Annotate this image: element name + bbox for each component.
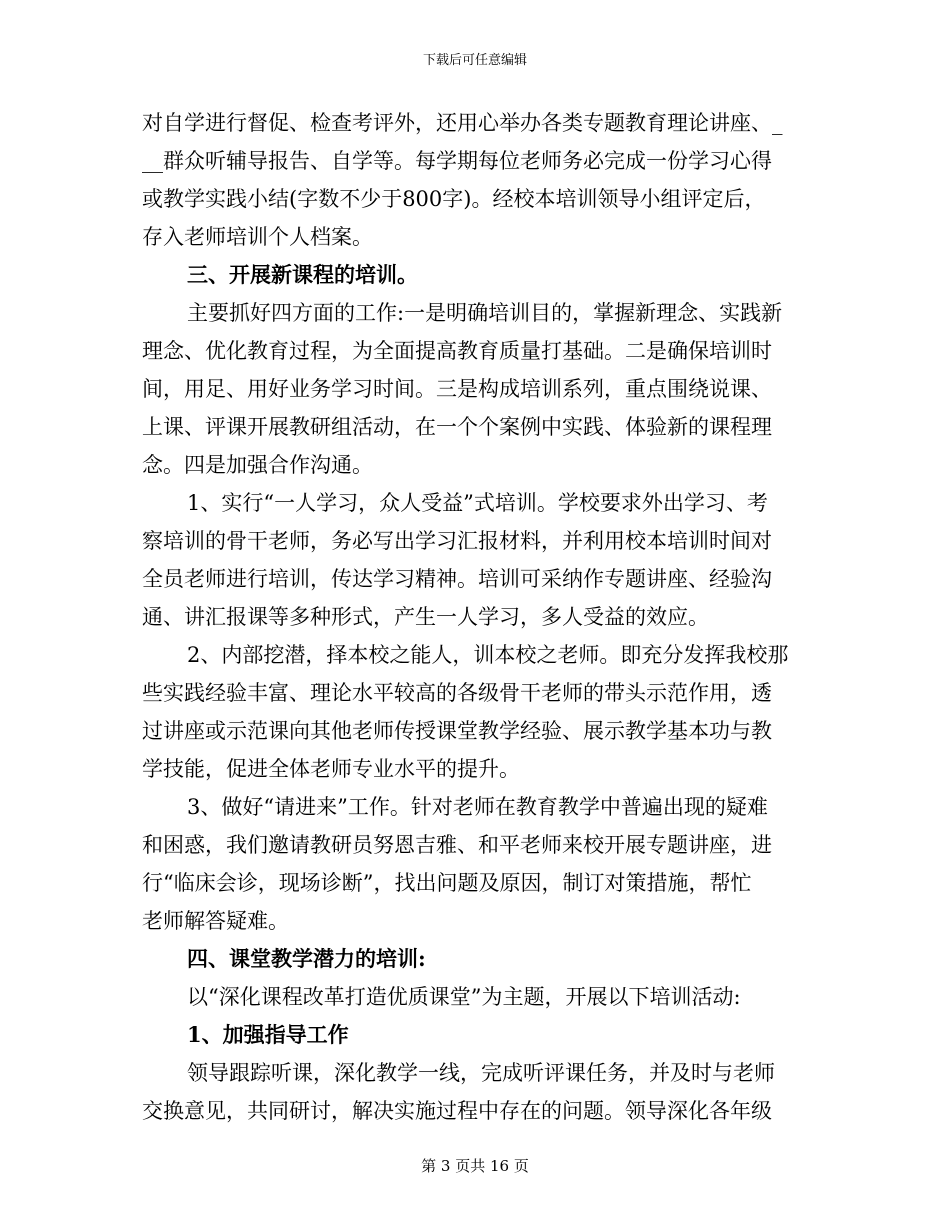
- text-line: 主要抓好四方面的工作:一是明确培训目的，掌握新理念、实践新: [187, 301, 783, 325]
- text-line: 上课、评课开展教研组活动，在一个个案例中实践、体验新的课程理: [142, 415, 772, 439]
- text-line: 行“临床会诊，现场诊断”，找出问题及原因，制订对策措施，帮忙: [142, 871, 752, 895]
- subsection-heading: 1、加强指导工作: [187, 1022, 349, 1047]
- text-line: 或教学实践小结(字数不少于800字)。经校本培训领导小组评定后，: [142, 187, 766, 211]
- text-line: 对自学进行督促、检查考评外，还用心举办各类专题教育理论讲座、_: [142, 111, 783, 135]
- text-line: 学技能，促进全体老师专业水平的提升。: [142, 757, 520, 781]
- text-line: 老师解答疑难。: [142, 909, 289, 933]
- text-line: 领导跟踪听课，深化教学一线，完成听评课任务，并及时与老师: [187, 1061, 775, 1085]
- text-line: 念。四是加强合作沟通。: [142, 453, 373, 477]
- document-body: [142, 104, 810, 1130]
- text-line: 察培训的骨干老师，务必写出学习汇报材料，并利用校本培训时间对: [142, 529, 772, 553]
- text-line: 过讲座或示范课向其他老师传授课堂教学经验、展示教学基本功与教: [142, 719, 772, 743]
- text-line: 理念、优化教育过程，为全面提高教育质量打基础。二是确保培训时: [142, 339, 772, 363]
- page-number: 第 3 页共 16 页: [421, 1157, 529, 1175]
- section-heading: 三、开展新课程的培训。: [187, 262, 418, 287]
- text-line: 交换意见，共同研讨，解决实施过程中存在的问题。领导深化各年级: [142, 1099, 772, 1123]
- text-line: 1、实行“一人学习，众人受益”式培训。学校要求外出学习、考: [187, 491, 768, 515]
- text-line: 3、做好“请进来”工作。针对老师在教育教学中普遍出现的疑难: [187, 795, 768, 819]
- text-line: __群众听辅导报告、自学等。每学期每位老师务必完成一份学习心得: [142, 149, 772, 173]
- text-line: 些实践经验丰富、理论水平较高的各级骨干老师的带头示范作用，透: [142, 681, 772, 705]
- page-header: 下载后可任意编辑: [422, 53, 527, 68]
- text-line: 全员老师进行培训，传达学习精神。培训可采纳作专题讲座、经验沟: [142, 567, 772, 591]
- section-heading: 四、课堂教学潜力的培训:: [187, 946, 426, 971]
- text-line: 存入老师培训个人档案。: [142, 225, 373, 249]
- text-line: 以“深化课程改革打造优质课堂”为主题，开展以下培训活动:: [187, 985, 741, 1009]
- text-line: 通、讲汇报课等多种形式，产生一人学习，多人受益的效应。: [142, 605, 709, 629]
- text-line: 间，用足、用好业务学习时间。三是构成培训系列，重点围绕说课、: [142, 377, 772, 401]
- text-line: 和困惑，我们邀请教研员努恩吉雅、和平老师来校开展专题讲座，进: [142, 833, 772, 857]
- text-line: 2、内部挖潜，择本校之能人，训本校之老师。即充分发挥我校那: [187, 643, 789, 667]
